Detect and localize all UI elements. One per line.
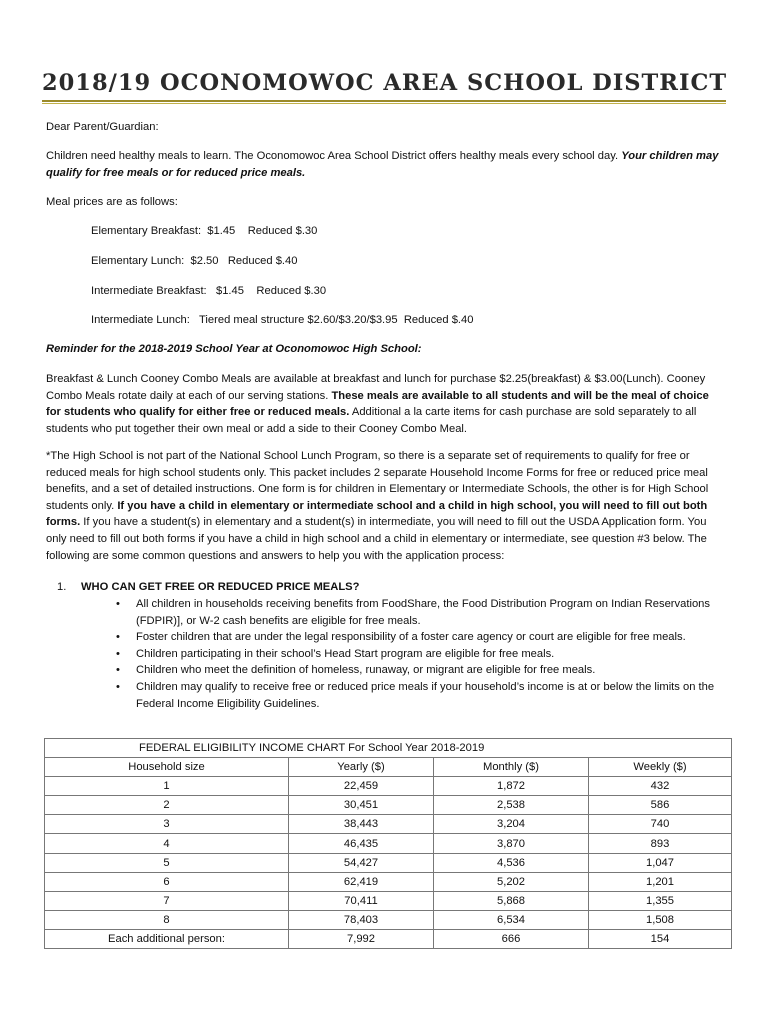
table-cell: 5 [45, 853, 289, 872]
table-cell: 586 [589, 796, 732, 815]
column-header: Monthly ($) [434, 758, 589, 777]
list-item-text: Children who meet the definition of homeless, runaway, or migrant are eligible for free meals. [136, 664, 596, 677]
column-header: Yearly ($) [289, 758, 434, 777]
list-item [110, 596, 730, 629]
table-cell: 7 [45, 891, 289, 910]
table-cell: 2,538 [434, 796, 589, 815]
bullet-icon: • [116, 647, 120, 660]
table-cell: Each additional person: [45, 929, 289, 948]
table-header-row [45, 758, 732, 777]
table-cell: 1 [45, 777, 289, 796]
table-cell: 7,992 [289, 929, 434, 948]
table-cell: 5,202 [434, 872, 589, 891]
intro-emphasis: Your children may qualify for free meals or for reduced price meals. [46, 150, 719, 179]
table-cell: 78,403 [289, 910, 434, 929]
combo-text-end: Additional a la carte items for cash purchase are sold separately to all students who put together their own meal or add a side to their Cooney Combo Meal. [46, 406, 697, 435]
intro-text: Children need healthy meals to learn. The Oconomowoc Area School District offers healthy meals every school day. [46, 150, 622, 162]
question-number: 1. [57, 581, 67, 593]
intro-paragraph [46, 148, 726, 181]
table-cell: 1,508 [589, 910, 732, 929]
price-line: Elementary Lunch: $2.50 Reduced $.40 [91, 255, 298, 267]
table-cell: 1,872 [434, 777, 589, 796]
table-cell: 38,443 [289, 815, 434, 834]
salutation: Dear Parent/Guardian: [46, 121, 159, 133]
list-item [110, 662, 730, 679]
eligibility-list [110, 596, 730, 712]
table-cell: 54,427 [289, 853, 434, 872]
list-item [110, 629, 730, 646]
table-cell: 6,534 [434, 910, 589, 929]
table-cell: 2 [45, 796, 289, 815]
list-item-text: Children participating in their school’s Head Start program are eligible for free meals. [136, 647, 555, 660]
table-cell: 3,870 [434, 834, 589, 853]
table-caption: FEDERAL ELIGIBILITY INCOME CHART For School Year 2018-2019 [45, 739, 732, 758]
table-row [45, 891, 732, 910]
combo-text: Breakfast & Lunch Cooney Combo Meals are available at breakfast and lunch for purchase $2.25(breakfast) & $3.00(Lunch). Cooney Combo Meals rotate daily at each of our serving stations. [46, 373, 706, 402]
table-row [45, 929, 732, 948]
table-cell: 3 [45, 815, 289, 834]
highschool-text-end: If you have a student(s) in elementary and a student(s) in intermediate, you will need to fill out the USDA Application form. You only need to fill out both forms if you have a child in high school and a child in elementary or intermediate, see question #3 below. The following are some common questions and answers to help you with the application process: [46, 516, 707, 562]
page-title: 2018/19 OCONOMOWOC AREA SCHOOL DISTRICT [42, 70, 728, 96]
table-cell: 432 [589, 777, 732, 796]
table-cell: 666 [434, 929, 589, 948]
table-row [45, 815, 732, 834]
price-line: Elementary Breakfast: $1.45 Reduced $.30 [91, 225, 318, 237]
list-item [110, 679, 730, 712]
table-row [45, 777, 732, 796]
income-eligibility-table [44, 738, 732, 949]
price-line: Intermediate Lunch: Tiered meal structure $2.60/$3.20/$3.95 Reduced $.40 [91, 314, 474, 326]
table-cell: 4 [45, 834, 289, 853]
question-text: WHO CAN GET FREE OR REDUCED PRICE MEALS? [81, 581, 360, 593]
list-item-text: All children in households receiving benefits from FoodShare, the Food Distribution Program on Indian Reservations (FDPIR)], or W-2 cash benefits are eligible for free meals. [136, 598, 710, 627]
table-cell: 1,201 [589, 872, 732, 891]
table-caption-row [45, 739, 732, 758]
list-item [110, 646, 730, 663]
question-1 [57, 579, 359, 595]
table-cell: 22,459 [289, 777, 434, 796]
combo-paragraph [46, 371, 726, 437]
prices-intro: Meal prices are as follows: [46, 196, 178, 208]
title-rule-thin [42, 103, 726, 104]
price-line: Intermediate Breakfast: $1.45 Reduced $.30 [91, 285, 327, 297]
list-item-text: Foster children that are under the legal responsibility of a foster care agency or court are eligible for free meals. [136, 631, 686, 644]
reminder-heading: Reminder for the 2018-2019 School Year at Oconomowoc High School: [46, 343, 422, 355]
bullet-icon: • [116, 631, 120, 644]
column-header: Weekly ($) [589, 758, 732, 777]
bullet-icon: • [116, 680, 120, 693]
highschool-bold: If you have a child in elementary or intermediate school and a child in high school, you will need to fill out both forms. [46, 499, 708, 529]
table-row [45, 834, 732, 853]
table-cell: 1,355 [589, 891, 732, 910]
column-header: Household size [45, 758, 289, 777]
table-row [45, 910, 732, 929]
table-cell: 70,411 [289, 891, 434, 910]
list-item-text: Children may qualify to receive free or reduced price meals if your household’s income is at or below the limits on the Federal Income Eligibility Guidelines. [136, 680, 715, 710]
table-row [45, 796, 732, 815]
highschool-paragraph [46, 448, 726, 564]
table-cell: 30,451 [289, 796, 434, 815]
table-cell: 4,536 [434, 853, 589, 872]
table-cell: 8 [45, 910, 289, 929]
table-cell: 6 [45, 872, 289, 891]
highschool-text: *The High School is not part of the National School Lunch Program, so there is a separate set of requirements to qualify for free or reduced meals for high school students only. This packet includes 2 separate Household Income Forms for free or reduced price meal benefits, and a set of detailed instructions. One form is for children in Elementary or Intermediate Schools, the other is for High School students only. [46, 450, 709, 512]
table-cell: 154 [589, 929, 732, 948]
table-cell: 62,419 [289, 872, 434, 891]
combo-bold: These meals are available to all students and will be the meal of choice for students who qualify for either free or reduced meals. [46, 389, 709, 419]
table-cell: 46,435 [289, 834, 434, 853]
title-rule [42, 100, 726, 102]
table-cell: 5,868 [434, 891, 589, 910]
bullet-icon: • [116, 598, 120, 610]
table-cell: 893 [589, 834, 732, 853]
table-cell: 3,204 [434, 815, 589, 834]
table-row [45, 872, 732, 891]
table-cell: 740 [589, 815, 732, 834]
table-cell: 1,047 [589, 853, 732, 872]
bullet-icon: • [116, 664, 120, 677]
table-row [45, 853, 732, 872]
